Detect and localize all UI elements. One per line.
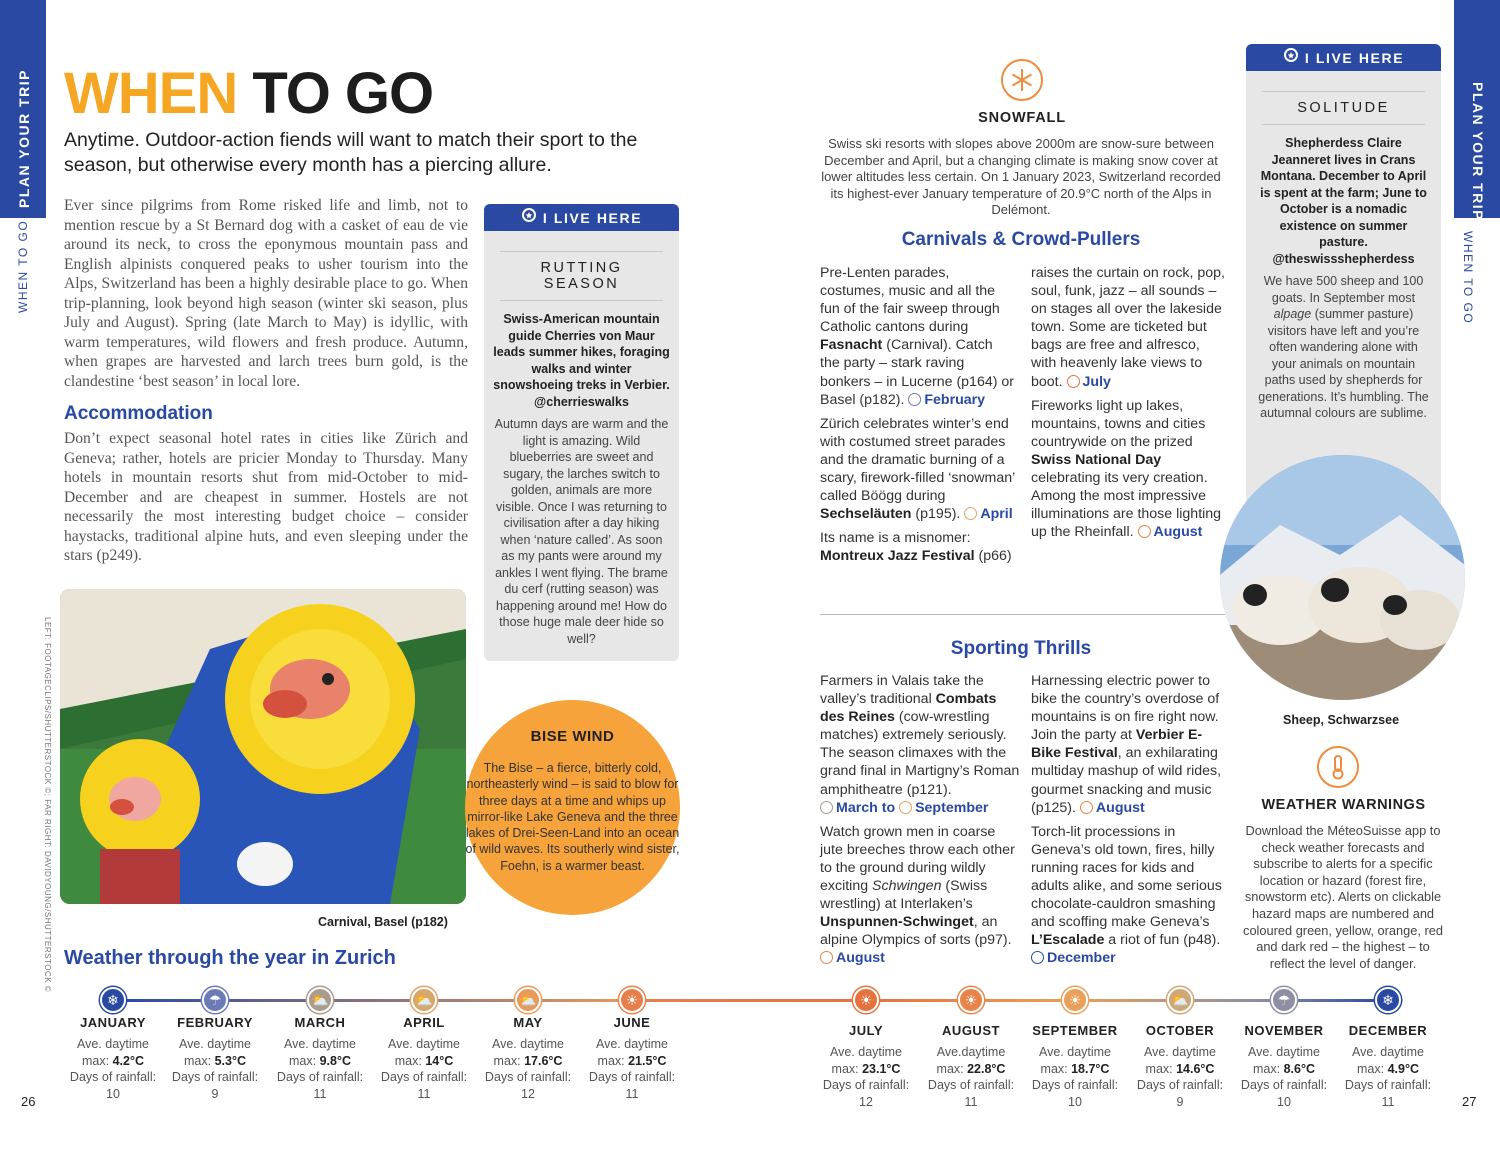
month-name: JANUARY (80, 1015, 146, 1030)
month-stats: Ave. daytime max: 18.7°C Days of rainfall: 10 (1031, 1045, 1119, 1109)
page-number-left: 26 (21, 1094, 36, 1109)
sporting-column-2 (1031, 672, 1226, 968)
sechselauten-item: Zürich celebrates winter’s end with costumed street parades and the dramatic burning of a scary, firework-filled ‘snowman’ called Böögg during Sechseläuten (p195). April (820, 415, 1015, 523)
sporting-heading: Sporting Thrills (950, 638, 1092, 659)
ebike-item: Harnessing electric power to bike the country’s overdose of mountains is on fire right now. Join the party at Verbier E-Bike Festival, an exhilarating multiday mashup of wild rides, gourmet snacking and music (p125). August (1031, 673, 1222, 816)
card-title: RUTTING SEASON (500, 251, 663, 301)
month-name: DECEMBER (1348, 1023, 1428, 1038)
thermometer-icon (1317, 746, 1359, 788)
weather-month-march (270, 1015, 370, 1102)
bise-text: The Bise – a fierce, bitterly cold, northeasterly wind – is said to blow for three days at a time and whips up mirror-like Lake Geneva and the three lakes of Drei-Seen-Land into an ocean of wild waves. Its southerly wind sister, Foehn, is a warmer beast. (465, 761, 680, 873)
schwinget-item: Watch grown men in coarse jute breeches throw each other to the ground during wildly exciting Schwingen (Swiss wrestling) at Interlaken’s Unspunnen-Schwinget, an alpine Olympics of sorts (p97). August (820, 823, 1015, 967)
snowflake-icon (1001, 59, 1043, 101)
page-title: WHEN TO GO (64, 61, 434, 126)
snowflake-icon: ❄ (100, 987, 126, 1013)
rain-cloud-icon: ☂ (202, 987, 228, 1013)
month-icon (1080, 801, 1093, 814)
national-day-item: Fireworks light up lakes, mountains, towns and cities countrywide on the prized Swiss National Day celebrating its very creation. Among the most impressive illuminations are those lighting up the Rheinfall. August (1031, 397, 1222, 541)
left-tab-sub: WHEN TO GO (16, 219, 30, 313)
sun-cloud-icon: ⛅ (1167, 987, 1193, 1013)
sun-icon: ☀ (958, 987, 984, 1013)
month-stats: Ave. daytime max: 9.8°C Days of rainfall: 11 (276, 1037, 364, 1101)
sporting-column-1 (820, 672, 1020, 968)
body-paragraph: Ever since pilgrims from Rome risked life and limb, not to mention rescue by a St Bernard dog with a casket of eau de vie around its neck, to cross the eponymous mountain pass and English alpinists conquered peaks to usher tourism into the Alps, Switzerland has been a highly desirable place to go. When trip-planning, look beyond high season (winter ski season, plus July and August). Spring (late March to May) is idyllic, with warm temperatures, wild flowers and fresh produce. Autumn, when grapes are harvested and larch trees burn gold, is the clandestine ‘best season’ in local lore. (64, 197, 468, 390)
sun-icon: ☀ (853, 987, 879, 1013)
month-stats: Ave. daytime max: 17.6°C Days of rainfall: 12 (484, 1037, 572, 1101)
carnival-photo (60, 589, 466, 904)
month-stats: Ave. daytime max: 4.9°C Days of rainfall: 11 (1344, 1045, 1432, 1109)
month-name: FEBRUARY (177, 1015, 253, 1030)
card-header: I LIVE HERE (484, 204, 679, 231)
live-here-card-solitude (1246, 44, 1441, 514)
month-stats: Ave. daytime max: 14.6°C Days of rainfall: 9 (1136, 1045, 1224, 1109)
montreux-item: Its name is a misnomer: Montreux Jazz Festival (p66) (820, 530, 1012, 565)
weather-warnings-title: WEATHER WARNINGS (1261, 797, 1426, 813)
sun-cloud-icon: ⛅ (411, 987, 437, 1013)
escalade-item: Torch-lit processions in Geneva’s old town, fires, hilly running races for kids and adults alike, and some serious chocolate-cauldron smashing and scoffing make Geneva’s L’Escalade a riot of fun (p48). December (1031, 823, 1222, 967)
accommodation-text: Don’t expect seasonal hotel rates in cities like Zürich and Geneva; rather, hotels are pricier Monday to Thursday. Many hotels in mountain resorts shut from mid-October to mid-December and are cheapest in summer. Hostels are not necessarily the most interesting budget choice – consider haystacks, traditional alpine huts, and even sleeping under the stars (p249). (64, 430, 468, 564)
photo-credit: LEFT: FOOTAGECLIPS/SHUTTERSTOCK ©; FAR RIGHT: DAVIDYOUNG/SHUTTERSTOCK © (43, 617, 52, 993)
weather-month-may (478, 1015, 578, 1102)
timeline-line (632, 999, 866, 1002)
sun-icon: ☀ (619, 987, 645, 1013)
month-icon (1138, 525, 1151, 538)
month-name: MARCH (294, 1015, 346, 1030)
weather-month-june (582, 1015, 682, 1102)
sun-icon: ☀ (1062, 987, 1088, 1013)
right-section-tab (1454, 0, 1500, 221)
weather-month-january (63, 1015, 163, 1102)
weather-month-december (1338, 1023, 1438, 1110)
sun-cloud-icon: ⛅ (307, 987, 333, 1013)
weather-month-april (374, 1015, 474, 1102)
card-title: SOLITUDE (1262, 91, 1425, 125)
bise-wind-box (465, 700, 680, 915)
montreux-continued: raises the curtain on rock, pop, soul, funk, jazz – all sounds – on stages all over the lakeside town. Some are ticketed but bags are free and alfresco, with heavenly lake views to boot. July (1031, 265, 1225, 390)
card-intro: Swiss-American mountain guide Cherries von Maur leads summer hikes, foraging walks and winter snowshoeing treks in Verbier. @cherrieswalks (493, 312, 670, 409)
weather-month-august (921, 1023, 1021, 1110)
left-tab-label: PLAN YOUR TRIP (16, 69, 32, 208)
page-number-right: 27 (1462, 1094, 1477, 1109)
month-icon (820, 951, 833, 964)
weather-month-july (816, 1023, 916, 1110)
right-tab-sub: WHEN TO GO (1461, 231, 1475, 325)
snowfall-title: SNOWFALL (978, 110, 1066, 126)
location-pin-icon (1283, 48, 1299, 67)
weather-month-october (1130, 1023, 1230, 1110)
month-name: APRIL (403, 1015, 445, 1030)
month-icon (1067, 375, 1080, 388)
month-stats: Ave. daytime max: 4.2°C Days of rainfall: 10 (69, 1037, 157, 1101)
month-stats: Ave. daytime max: 21.5°C Days of rainfall: 11 (588, 1037, 676, 1101)
carnivals-column-1 (820, 264, 1015, 566)
left-section-tab (0, 0, 46, 218)
fasnacht-item: Pre-Lenten parades, costumes, music and all the fun of the fair sweep through Catholic cantons during Fasnacht (Carnival). Catch the party – stark raving bonkers – in Lucerne (p164) or Basel (p182). February (820, 265, 1015, 408)
card-header: I LIVE HERE (1246, 44, 1441, 71)
carnival-caption: Carnival, Basel (p182) (318, 915, 448, 929)
weather-warnings-text: Download the MéteoSuisse app to check weather forecasts and subscribe to alerts for a specific location or hazard (forest fire, snowstorm etc). Alerts on clickable hazard maps are numbered and coloured green, yellow, orange, red and dark red – the highest – to reflect the level of danger. (1243, 823, 1443, 971)
month-icon (820, 801, 833, 814)
carnivals-column-2 (1031, 264, 1226, 541)
month-stats: Ave. daytime max: 8.6°C Days of rainfall: 10 (1240, 1045, 1328, 1109)
month-icon (1031, 951, 1044, 964)
rain-cloud-icon: ☂ (1271, 987, 1297, 1013)
month-stats: Ave.daytime max: 22.8°C Days of rainfall: 11 (927, 1045, 1015, 1109)
sun-cloud-icon: ⛅ (515, 987, 541, 1013)
month-icon (899, 801, 912, 814)
month-name: NOVEMBER (1244, 1023, 1324, 1038)
month-stats: Ave. daytime max: 5.3°C Days of rainfall: 9 (171, 1037, 259, 1101)
accommodation-heading: Accommodation (64, 403, 213, 424)
month-name: JUNE (613, 1015, 651, 1030)
month-icon (964, 507, 977, 520)
snowfall-text: Swiss ski resorts with slopes above 2000m are snow-sure between December and April, but a changing climate is making snow cover at lower altitudes less certain. On 1 January 2023, Switzerland recorded its highest-ever January temperature of 20.9°C north of the Alps in Delémont. (821, 136, 1221, 218)
intro-text: Anytime. Outdoor-action fiends will want to match their sport to the season, but otherwise every month has a piercing allure. (64, 129, 638, 176)
month-stats: Ave. daytime max: 14°C Days of rainfall: 11 (380, 1037, 468, 1101)
section-divider (820, 614, 1225, 615)
month-name: OCTOBER (1145, 1023, 1215, 1038)
sheep-photo (1220, 455, 1465, 700)
carnivals-heading: Carnivals & Crowd-Pullers (901, 229, 1141, 250)
month-name: JULY (848, 1023, 884, 1038)
card-body: Autumn days are warm and the light is amazing. Wild blueberries are sweet and sugary, the larches switch to golden, animals are more visible. Once I was returning to civilisation after a day hiking when ‘nature called’. As soon as my pants were around my ankles I went flying. The brame du cerf (rutting season) was happening around me! How do those huge male deer hide so well? (494, 417, 669, 646)
weather-month-november (1234, 1023, 1334, 1110)
card-body: We have 500 sheep and 100 goats. In September most alpage (summer pasture) visitors have left and you’re often wandering alone with your animals on mountain paths used by shepherds for generations. It’s humbling. The autumnal colours are sublime. (1258, 274, 1429, 420)
month-name: MAY (513, 1015, 543, 1030)
card-intro: Shepherdess Claire Jeanneret lives in Crans Montana. December to April is spent at the farm; June to October is a nomadic existence on summer pasture. @theswissshepherdess (1260, 136, 1427, 266)
combats-item: Farmers in Valais take the valley’s traditional Combats des Reines (cow-wrestling matches) extremely seriously. The season climaxes with the grand final in Martigny’s Roman amphitheatre (p121). March to September (820, 673, 1020, 816)
bise-title: BISE WIND (530, 728, 615, 745)
sheep-caption: Sheep, Schwarzsee (1283, 713, 1400, 727)
month-icon (908, 393, 921, 406)
weather-month-february (165, 1015, 265, 1102)
timeline-line (866, 999, 1388, 1002)
right-tab-label: PLAN YOUR TRIP (1470, 82, 1486, 221)
weather-month-september (1025, 1023, 1125, 1110)
month-name: AUGUST (942, 1023, 1000, 1038)
live-here-card-rutting (484, 204, 679, 661)
timeline-line (113, 999, 632, 1002)
snowflake-icon: ❄ (1375, 987, 1401, 1013)
location-pin-icon (521, 208, 537, 227)
month-name: SEPTEMBER (1032, 1023, 1118, 1038)
weather-title: Weather through the year in Zurich (64, 947, 396, 969)
month-stats: Ave. daytime max: 23.1°C Days of rainfall: 12 (822, 1045, 910, 1109)
